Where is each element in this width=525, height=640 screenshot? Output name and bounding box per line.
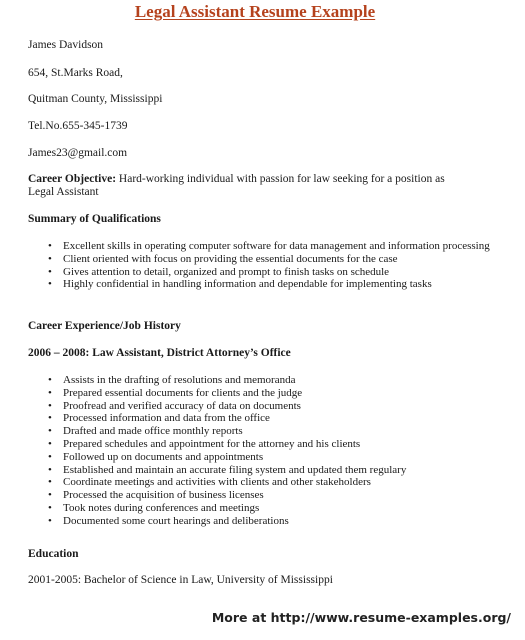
education-entry: 2001-2005: Bachelor of Science in Law, University of Mississippi (28, 574, 333, 586)
summary-heading: Summary of Qualifications (28, 213, 161, 225)
list-item: • Processed the acquisition of business licenses (48, 489, 406, 502)
contact-street: 654, St.Marks Road, (28, 67, 123, 79)
document-title: Legal Assistant Resume Example (134, 2, 376, 21)
source-link[interactable]: More at http://www.resume-examples.org/ (211, 610, 511, 625)
education-heading: Education (28, 548, 79, 560)
list-item: • Followed up on documents and appointments (48, 451, 406, 464)
contact-email: James23@gmail.com (28, 147, 128, 159)
list-item: • Took notes during conferences and meetings (48, 502, 406, 515)
list-item: • Highly confidential in handling information and dependable for implementing tasks (48, 278, 490, 291)
contact-city: Quitman County, Mississippi (28, 93, 163, 105)
list-item: • Prepared schedules and appointment for the attorney and his clients (48, 438, 406, 451)
list-item: • Drafted and made office monthly reports (48, 425, 406, 438)
experience-heading: Career Experience/Job History (28, 320, 181, 332)
list-item: • Coordinate meetings and activities with clients and other stakeholders (48, 476, 406, 489)
list-item: • Excellent skills in operating computer software for data management and information processing (48, 240, 490, 253)
career-objective (28, 173, 468, 199)
list-item: • Documented some court hearings and deliberations (48, 515, 406, 528)
experience-list (48, 374, 406, 528)
contact-name: James Davidson (28, 39, 104, 51)
list-item: • Assists in the drafting of resolutions and memoranda (48, 374, 406, 387)
list-item: • Established and maintain an accurate filing system and updated them regulary (48, 464, 406, 477)
list-item: • Prepared essential documents for clients and the judge (48, 387, 406, 400)
list-item: • Processed information and data from the office (48, 412, 406, 425)
list-item: • Gives attention to detail, organized and prompt to finish tasks on schedule (48, 266, 490, 279)
objective-label: Career Objective: (28, 173, 117, 185)
list-item: • Proofread and verified accuracy of data on documents (48, 400, 406, 413)
job-title: 2006 – 2008: Law Assistant, District Attorney’s Office (28, 347, 291, 359)
contact-phone: Tel.No.655-345-1739 (28, 120, 128, 132)
objective-text: Hard-working individual with passion for law seeking for a position as Legal Assistant (28, 173, 445, 198)
summary-list (48, 240, 490, 291)
list-item: • Client oriented with focus on providing the essential documents for the case (48, 253, 490, 266)
